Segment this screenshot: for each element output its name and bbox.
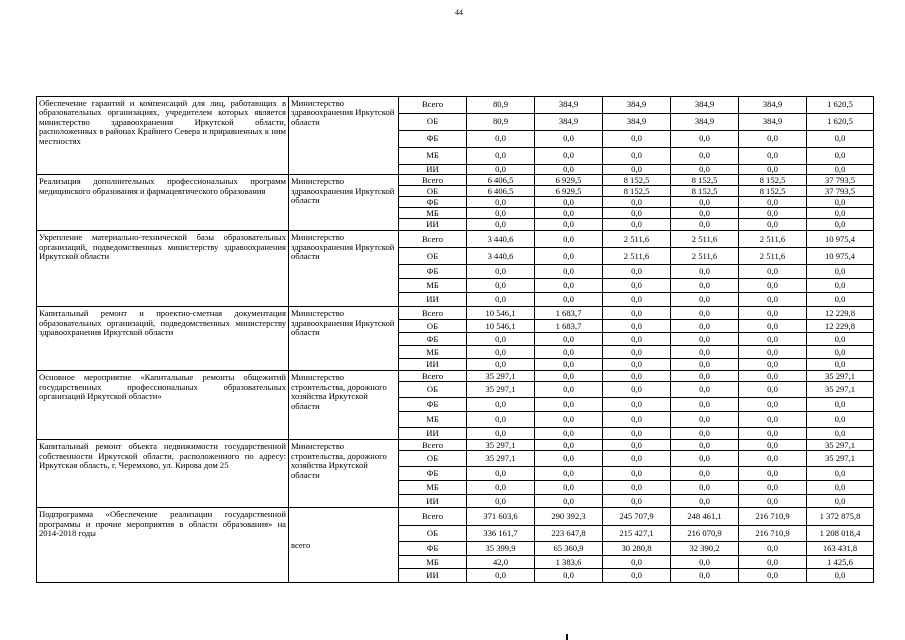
amount-year-2015: 1 683,7 xyxy=(535,307,603,320)
amount-year-2016: 0,0 xyxy=(603,481,671,495)
amount-total: 0,0 xyxy=(807,293,874,307)
amount-total: 35 297,1 xyxy=(807,451,874,467)
funding-source: Всего xyxy=(399,231,467,248)
amount-year-2016: 0,0 xyxy=(603,371,671,382)
amount-total: 0,0 xyxy=(807,359,874,371)
funding-source: Всего xyxy=(399,371,467,382)
amount-year-2017: 384,9 xyxy=(671,114,739,131)
amount-year-2018: 0,0 xyxy=(739,451,807,467)
funding-source: ИИ xyxy=(399,293,467,307)
amount-year-2017: 0,0 xyxy=(671,148,739,165)
amount-year-2014: 0,0 xyxy=(467,398,535,412)
funding-source: ИИ xyxy=(399,495,467,508)
amount-year-2015: 0,0 xyxy=(535,412,603,428)
funding-source: ОБ xyxy=(399,186,467,197)
funding-source: ИИ xyxy=(399,219,467,231)
measure-description: Капитальный ремонт и проектно-сметная документация образовательных организаций, подведомственных министерству здравоохранения Иркутской области xyxy=(37,307,289,371)
amount-year-2014: 0,0 xyxy=(467,359,535,371)
amount-year-2016: 0,0 xyxy=(603,293,671,307)
amount-year-2014: 3 440,6 xyxy=(467,231,535,248)
amount-total: 1 208 018,4 xyxy=(807,526,874,542)
amount-year-2017: 2 511,6 xyxy=(671,248,739,265)
amount-year-2018: 0,0 xyxy=(739,346,807,359)
amount-year-2016: 245 707,9 xyxy=(603,508,671,526)
amount-year-2014: 10 546,1 xyxy=(467,307,535,320)
funding-table-container xyxy=(36,96,874,583)
responsible-executor: Министерство строительства, дорожного хозяйства Иркутской области xyxy=(289,440,399,508)
amount-year-2018: 0,0 xyxy=(739,265,807,279)
amount-year-2015: 65 360,9 xyxy=(535,542,603,556)
responsible-executor: Министерство здравоохранения Иркутской области xyxy=(289,97,399,175)
amount-year-2016: 0,0 xyxy=(603,428,671,440)
amount-year-2015: 0,0 xyxy=(535,481,603,495)
funding-source: МБ xyxy=(399,556,467,569)
funding-source: МБ xyxy=(399,148,467,165)
funding-source: Всего xyxy=(399,440,467,451)
amount-year-2018: 0,0 xyxy=(739,293,807,307)
funding-table xyxy=(36,96,874,583)
amount-year-2017: 0,0 xyxy=(671,307,739,320)
amount-year-2014: 336 161,7 xyxy=(467,526,535,542)
funding-source: ОБ xyxy=(399,320,467,333)
funding-source: Всего xyxy=(399,307,467,320)
funding-source: ФБ xyxy=(399,398,467,412)
amount-year-2015: 0,0 xyxy=(535,248,603,265)
amount-year-2017: 8 152,5 xyxy=(671,186,739,197)
amount-year-2014: 0,0 xyxy=(467,428,535,440)
amount-year-2018: 384,9 xyxy=(739,97,807,114)
amount-year-2018: 0,0 xyxy=(739,219,807,231)
amount-year-2015: 0,0 xyxy=(535,279,603,293)
measure-description: Укрепление материально-технической базы образовательных организаций, подведомственных министерству здравоохранения Иркутской области xyxy=(37,231,289,307)
amount-year-2018: 0,0 xyxy=(739,440,807,451)
amount-total: 0,0 xyxy=(807,428,874,440)
amount-year-2014: 35 297,1 xyxy=(467,440,535,451)
amount-year-2016: 0,0 xyxy=(603,265,671,279)
amount-year-2017: 0,0 xyxy=(671,293,739,307)
responsible-executor: Министерство здравоохранения Иркутской области xyxy=(289,231,399,307)
amount-year-2014: 80,9 xyxy=(467,97,535,114)
amount-total: 1 620,5 xyxy=(807,114,874,131)
amount-total: 0,0 xyxy=(807,569,874,583)
amount-year-2017: 0,0 xyxy=(671,467,739,481)
amount-year-2018: 384,9 xyxy=(739,114,807,131)
amount-year-2014: 35 297,1 xyxy=(467,451,535,467)
amount-year-2015: 0,0 xyxy=(535,148,603,165)
responsible-executor: Министерство строительства, дорожного хозяйства Иркутской области xyxy=(289,371,399,440)
amount-year-2017: 0,0 xyxy=(671,320,739,333)
amount-year-2016: 0,0 xyxy=(603,495,671,508)
amount-year-2018: 0,0 xyxy=(739,467,807,481)
amount-year-2016: 0,0 xyxy=(603,398,671,412)
amount-year-2018: 0,0 xyxy=(739,556,807,569)
amount-year-2016: 2 511,6 xyxy=(603,231,671,248)
amount-year-2016: 0,0 xyxy=(603,197,671,208)
amount-year-2017: 0,0 xyxy=(671,371,739,382)
amount-year-2018: 0,0 xyxy=(739,333,807,346)
amount-year-2014: 0,0 xyxy=(467,148,535,165)
amount-year-2018: 0,0 xyxy=(739,165,807,175)
amount-year-2018: 0,0 xyxy=(739,359,807,371)
amount-total: 0,0 xyxy=(807,412,874,428)
amount-year-2015: 0,0 xyxy=(535,346,603,359)
responsible-executor: Министерство здравоохранения Иркутской области xyxy=(289,175,399,231)
funding-source: ОБ xyxy=(399,382,467,398)
amount-year-2015: 0,0 xyxy=(535,569,603,583)
amount-year-2016: 0,0 xyxy=(603,307,671,320)
amount-year-2017: 248 461,1 xyxy=(671,508,739,526)
amount-year-2015: 0,0 xyxy=(535,265,603,279)
amount-year-2017: 0,0 xyxy=(671,197,739,208)
amount-year-2017: 0,0 xyxy=(671,556,739,569)
amount-year-2014: 0,0 xyxy=(467,131,535,148)
measure-description: Основное мероприятие «Капитальные ремонты общежитий государственных профессиональных образовательных организаций Иркутской области» xyxy=(37,371,289,440)
amount-year-2015: 0,0 xyxy=(535,131,603,148)
amount-year-2017: 216 070,9 xyxy=(671,526,739,542)
amount-year-2015: 0,0 xyxy=(535,495,603,508)
funding-source: ФБ xyxy=(399,467,467,481)
funding-source: ФБ xyxy=(399,542,467,556)
amount-total: 0,0 xyxy=(807,481,874,495)
responsible-executor: Министерство здравоохранения Иркутской области xyxy=(289,307,399,371)
amount-year-2017: 0,0 xyxy=(671,219,739,231)
amount-year-2014: 35 297,1 xyxy=(467,382,535,398)
funding-source: ИИ xyxy=(399,428,467,440)
amount-year-2015: 0,0 xyxy=(535,382,603,398)
amount-year-2015: 0,0 xyxy=(535,219,603,231)
amount-year-2018: 0,0 xyxy=(739,371,807,382)
amount-total: 0,0 xyxy=(807,131,874,148)
amount-year-2017: 0,0 xyxy=(671,208,739,219)
amount-total: 0,0 xyxy=(807,333,874,346)
amount-year-2016: 0,0 xyxy=(603,556,671,569)
funding-source: МБ xyxy=(399,208,467,219)
amount-year-2015: 0,0 xyxy=(535,333,603,346)
amount-year-2015: 6 929,5 xyxy=(535,175,603,186)
table-row xyxy=(37,175,874,186)
amount-year-2016: 0,0 xyxy=(603,382,671,398)
amount-year-2018: 0,0 xyxy=(739,569,807,583)
funding-source: МБ xyxy=(399,412,467,428)
amount-year-2015: 0,0 xyxy=(535,428,603,440)
funding-source: Всего xyxy=(399,175,467,186)
amount-total: 10 975,4 xyxy=(807,231,874,248)
amount-year-2016: 0,0 xyxy=(603,440,671,451)
amount-total: 12 229,8 xyxy=(807,320,874,333)
amount-year-2015: 384,9 xyxy=(535,114,603,131)
amount-year-2018: 0,0 xyxy=(739,495,807,508)
funding-source: ФБ xyxy=(399,131,467,148)
amount-year-2017: 0,0 xyxy=(671,131,739,148)
amount-year-2017: 0,0 xyxy=(671,495,739,508)
amount-year-2017: 0,0 xyxy=(671,398,739,412)
amount-total: 0,0 xyxy=(807,265,874,279)
amount-year-2014: 0,0 xyxy=(467,481,535,495)
amount-year-2018: 0,0 xyxy=(739,382,807,398)
amount-year-2017: 0,0 xyxy=(671,359,739,371)
measure-description: Реализация дополнительных профессиональных программ медицинского образования и фармацевтического образования xyxy=(37,175,289,231)
table-row xyxy=(37,307,874,320)
amount-year-2018: 0,0 xyxy=(739,398,807,412)
amount-year-2018: 0,0 xyxy=(739,320,807,333)
amount-year-2014: 0,0 xyxy=(467,346,535,359)
amount-total: 35 297,1 xyxy=(807,371,874,382)
amount-year-2016: 8 152,5 xyxy=(603,175,671,186)
amount-total: 37 793,5 xyxy=(807,175,874,186)
amount-year-2016: 384,9 xyxy=(603,114,671,131)
amount-year-2018: 0,0 xyxy=(739,307,807,320)
amount-year-2017: 0,0 xyxy=(671,279,739,293)
funding-source: ОБ xyxy=(399,451,467,467)
amount-year-2014: 0,0 xyxy=(467,219,535,231)
funding-source: Всего xyxy=(399,508,467,526)
amount-total: 163 431,8 xyxy=(807,542,874,556)
amount-year-2016: 0,0 xyxy=(603,569,671,583)
amount-year-2015: 1 683,7 xyxy=(535,320,603,333)
funding-source: ОБ xyxy=(399,526,467,542)
amount-total: 12 229,8 xyxy=(807,307,874,320)
amount-year-2016: 8 152,5 xyxy=(603,186,671,197)
amount-year-2018: 216 710,9 xyxy=(739,508,807,526)
amount-year-2017: 0,0 xyxy=(671,346,739,359)
amount-year-2018: 216 710,9 xyxy=(739,526,807,542)
amount-year-2015: 6 929,5 xyxy=(535,186,603,197)
amount-year-2014: 0,0 xyxy=(467,165,535,175)
amount-year-2018: 0,0 xyxy=(739,428,807,440)
amount-year-2016: 0,0 xyxy=(603,412,671,428)
amount-year-2016: 0,0 xyxy=(603,320,671,333)
amount-total: 10 975,4 xyxy=(807,248,874,265)
amount-year-2018: 2 511,6 xyxy=(739,248,807,265)
page-number: 44 xyxy=(455,8,463,17)
amount-year-2015: 1 383,6 xyxy=(535,556,603,569)
amount-total: 0,0 xyxy=(807,467,874,481)
amount-total: 0,0 xyxy=(807,279,874,293)
amount-year-2016: 0,0 xyxy=(603,148,671,165)
amount-year-2015: 0,0 xyxy=(535,359,603,371)
amount-year-2014: 80,9 xyxy=(467,114,535,131)
table-row xyxy=(37,97,874,114)
funding-source: ФБ xyxy=(399,265,467,279)
amount-year-2017: 0,0 xyxy=(671,569,739,583)
amount-year-2018: 0,0 xyxy=(739,481,807,495)
amount-total: 0,0 xyxy=(807,219,874,231)
amount-total: 0,0 xyxy=(807,148,874,165)
amount-total: 35 297,1 xyxy=(807,382,874,398)
table-row xyxy=(37,440,874,451)
amount-year-2016: 0,0 xyxy=(603,451,671,467)
amount-year-2016: 0,0 xyxy=(603,219,671,231)
amount-year-2014: 35 297,1 xyxy=(467,371,535,382)
amount-year-2014: 10 546,1 xyxy=(467,320,535,333)
amount-year-2017: 32 390,2 xyxy=(671,542,739,556)
amount-year-2015: 0,0 xyxy=(535,165,603,175)
funding-source: ИИ xyxy=(399,359,467,371)
amount-year-2016: 2 511,6 xyxy=(603,248,671,265)
amount-year-2014: 3 440,6 xyxy=(467,248,535,265)
amount-year-2014: 6 406,5 xyxy=(467,186,535,197)
measure-description: Подпрограмма «Обеспечение реализации государственной программы и прочие мероприятия в области образования» на 2014-2018 годы xyxy=(37,508,289,583)
amount-year-2016: 30 280,8 xyxy=(603,542,671,556)
amount-year-2016: 0,0 xyxy=(603,467,671,481)
funding-source: МБ xyxy=(399,346,467,359)
amount-year-2017: 0,0 xyxy=(671,265,739,279)
amount-year-2016: 0,0 xyxy=(603,165,671,175)
amount-year-2018: 8 152,5 xyxy=(739,175,807,186)
amount-year-2017: 384,9 xyxy=(671,97,739,114)
amount-year-2015: 223 647,8 xyxy=(535,526,603,542)
amount-year-2017: 0,0 xyxy=(671,382,739,398)
table-row xyxy=(37,371,874,382)
funding-source: ФБ xyxy=(399,333,467,346)
amount-year-2018: 0,0 xyxy=(739,197,807,208)
amount-total: 1 620,5 xyxy=(807,97,874,114)
amount-total: 0,0 xyxy=(807,165,874,175)
funding-source: МБ xyxy=(399,481,467,495)
amount-total: 35 297,1 xyxy=(807,440,874,451)
amount-year-2016: 0,0 xyxy=(603,279,671,293)
table-row xyxy=(37,508,874,526)
amount-year-2014: 0,0 xyxy=(467,265,535,279)
amount-year-2017: 0,0 xyxy=(671,440,739,451)
amount-year-2014: 0,0 xyxy=(467,279,535,293)
funding-source: ОБ xyxy=(399,114,467,131)
amount-total: 1 425,6 xyxy=(807,556,874,569)
amount-year-2015: 0,0 xyxy=(535,398,603,412)
amount-year-2014: 0,0 xyxy=(467,569,535,583)
measure-description: Обеспечение гарантий и компенсаций для лиц, работающих в образовательных организациях, учредителем которых является министерство здравоохранения Иркутской области, расположенных в районах Крайнего Севера и приравненных к ним местностях xyxy=(37,97,289,175)
amount-year-2015: 0,0 xyxy=(535,293,603,307)
amount-year-2016: 0,0 xyxy=(603,131,671,148)
amount-year-2015: 384,9 xyxy=(535,97,603,114)
amount-year-2017: 0,0 xyxy=(671,451,739,467)
amount-year-2018: 8 152,5 xyxy=(739,186,807,197)
funding-source: ИИ xyxy=(399,569,467,583)
amount-year-2016: 0,0 xyxy=(603,333,671,346)
measure-description: Капитальный ремонт объекта недвижимости государственной собственности Иркутской области, расположенного по адресу: Иркутская область, г. Черемхово, ул. Кирова дом 25 xyxy=(37,440,289,508)
funding-source: ИИ xyxy=(399,165,467,175)
amount-year-2016: 0,0 xyxy=(603,359,671,371)
amount-year-2014: 6 406,5 xyxy=(467,175,535,186)
amount-year-2015: 0,0 xyxy=(535,231,603,248)
amount-year-2014: 42,0 xyxy=(467,556,535,569)
amount-year-2015: 0,0 xyxy=(535,197,603,208)
amount-total: 0,0 xyxy=(807,208,874,219)
amount-year-2016: 215 427,1 xyxy=(603,526,671,542)
amount-year-2018: 0,0 xyxy=(739,148,807,165)
amount-year-2014: 0,0 xyxy=(467,197,535,208)
amount-year-2014: 0,0 xyxy=(467,467,535,481)
amount-year-2015: 290 392,3 xyxy=(535,508,603,526)
amount-year-2018: 0,0 xyxy=(739,412,807,428)
amount-year-2017: 0,0 xyxy=(671,428,739,440)
amount-year-2014: 0,0 xyxy=(467,412,535,428)
amount-year-2017: 0,0 xyxy=(671,333,739,346)
amount-year-2015: 0,0 xyxy=(535,467,603,481)
amount-year-2018: 0,0 xyxy=(739,208,807,219)
amount-total: 37 793,5 xyxy=(807,186,874,197)
funding-source: ОБ xyxy=(399,248,467,265)
amount-year-2018: 2 511,6 xyxy=(739,231,807,248)
amount-year-2014: 371 603,6 xyxy=(467,508,535,526)
amount-total: 0,0 xyxy=(807,197,874,208)
amount-year-2015: 0,0 xyxy=(535,440,603,451)
amount-year-2017: 0,0 xyxy=(671,481,739,495)
amount-year-2014: 0,0 xyxy=(467,333,535,346)
funding-source: ФБ xyxy=(399,197,467,208)
amount-year-2018: 0,0 xyxy=(739,542,807,556)
amount-year-2018: 0,0 xyxy=(739,279,807,293)
amount-year-2015: 0,0 xyxy=(535,371,603,382)
amount-year-2015: 0,0 xyxy=(535,451,603,467)
amount-year-2014: 0,0 xyxy=(467,293,535,307)
amount-year-2017: 2 511,6 xyxy=(671,231,739,248)
table-row xyxy=(37,231,874,248)
amount-total: 0,0 xyxy=(807,398,874,412)
amount-total: 1 372 875,8 xyxy=(807,508,874,526)
amount-year-2014: 0,0 xyxy=(467,208,535,219)
amount-year-2016: 384,9 xyxy=(603,97,671,114)
amount-year-2016: 0,0 xyxy=(603,208,671,219)
amount-year-2017: 8 152,5 xyxy=(671,175,739,186)
amount-year-2015: 0,0 xyxy=(535,208,603,219)
amount-year-2017: 0,0 xyxy=(671,412,739,428)
amount-total: 0,0 xyxy=(807,495,874,508)
amount-year-2014: 35 399,9 xyxy=(467,542,535,556)
responsible-executor: всего xyxy=(289,508,399,583)
funding-source: Всего xyxy=(399,97,467,114)
amount-year-2014: 0,0 xyxy=(467,495,535,508)
amount-year-2016: 0,0 xyxy=(603,346,671,359)
scan-mark xyxy=(566,634,568,640)
amount-year-2018: 0,0 xyxy=(739,131,807,148)
amount-year-2017: 0,0 xyxy=(671,165,739,175)
amount-total: 0,0 xyxy=(807,346,874,359)
funding-source: МБ xyxy=(399,279,467,293)
